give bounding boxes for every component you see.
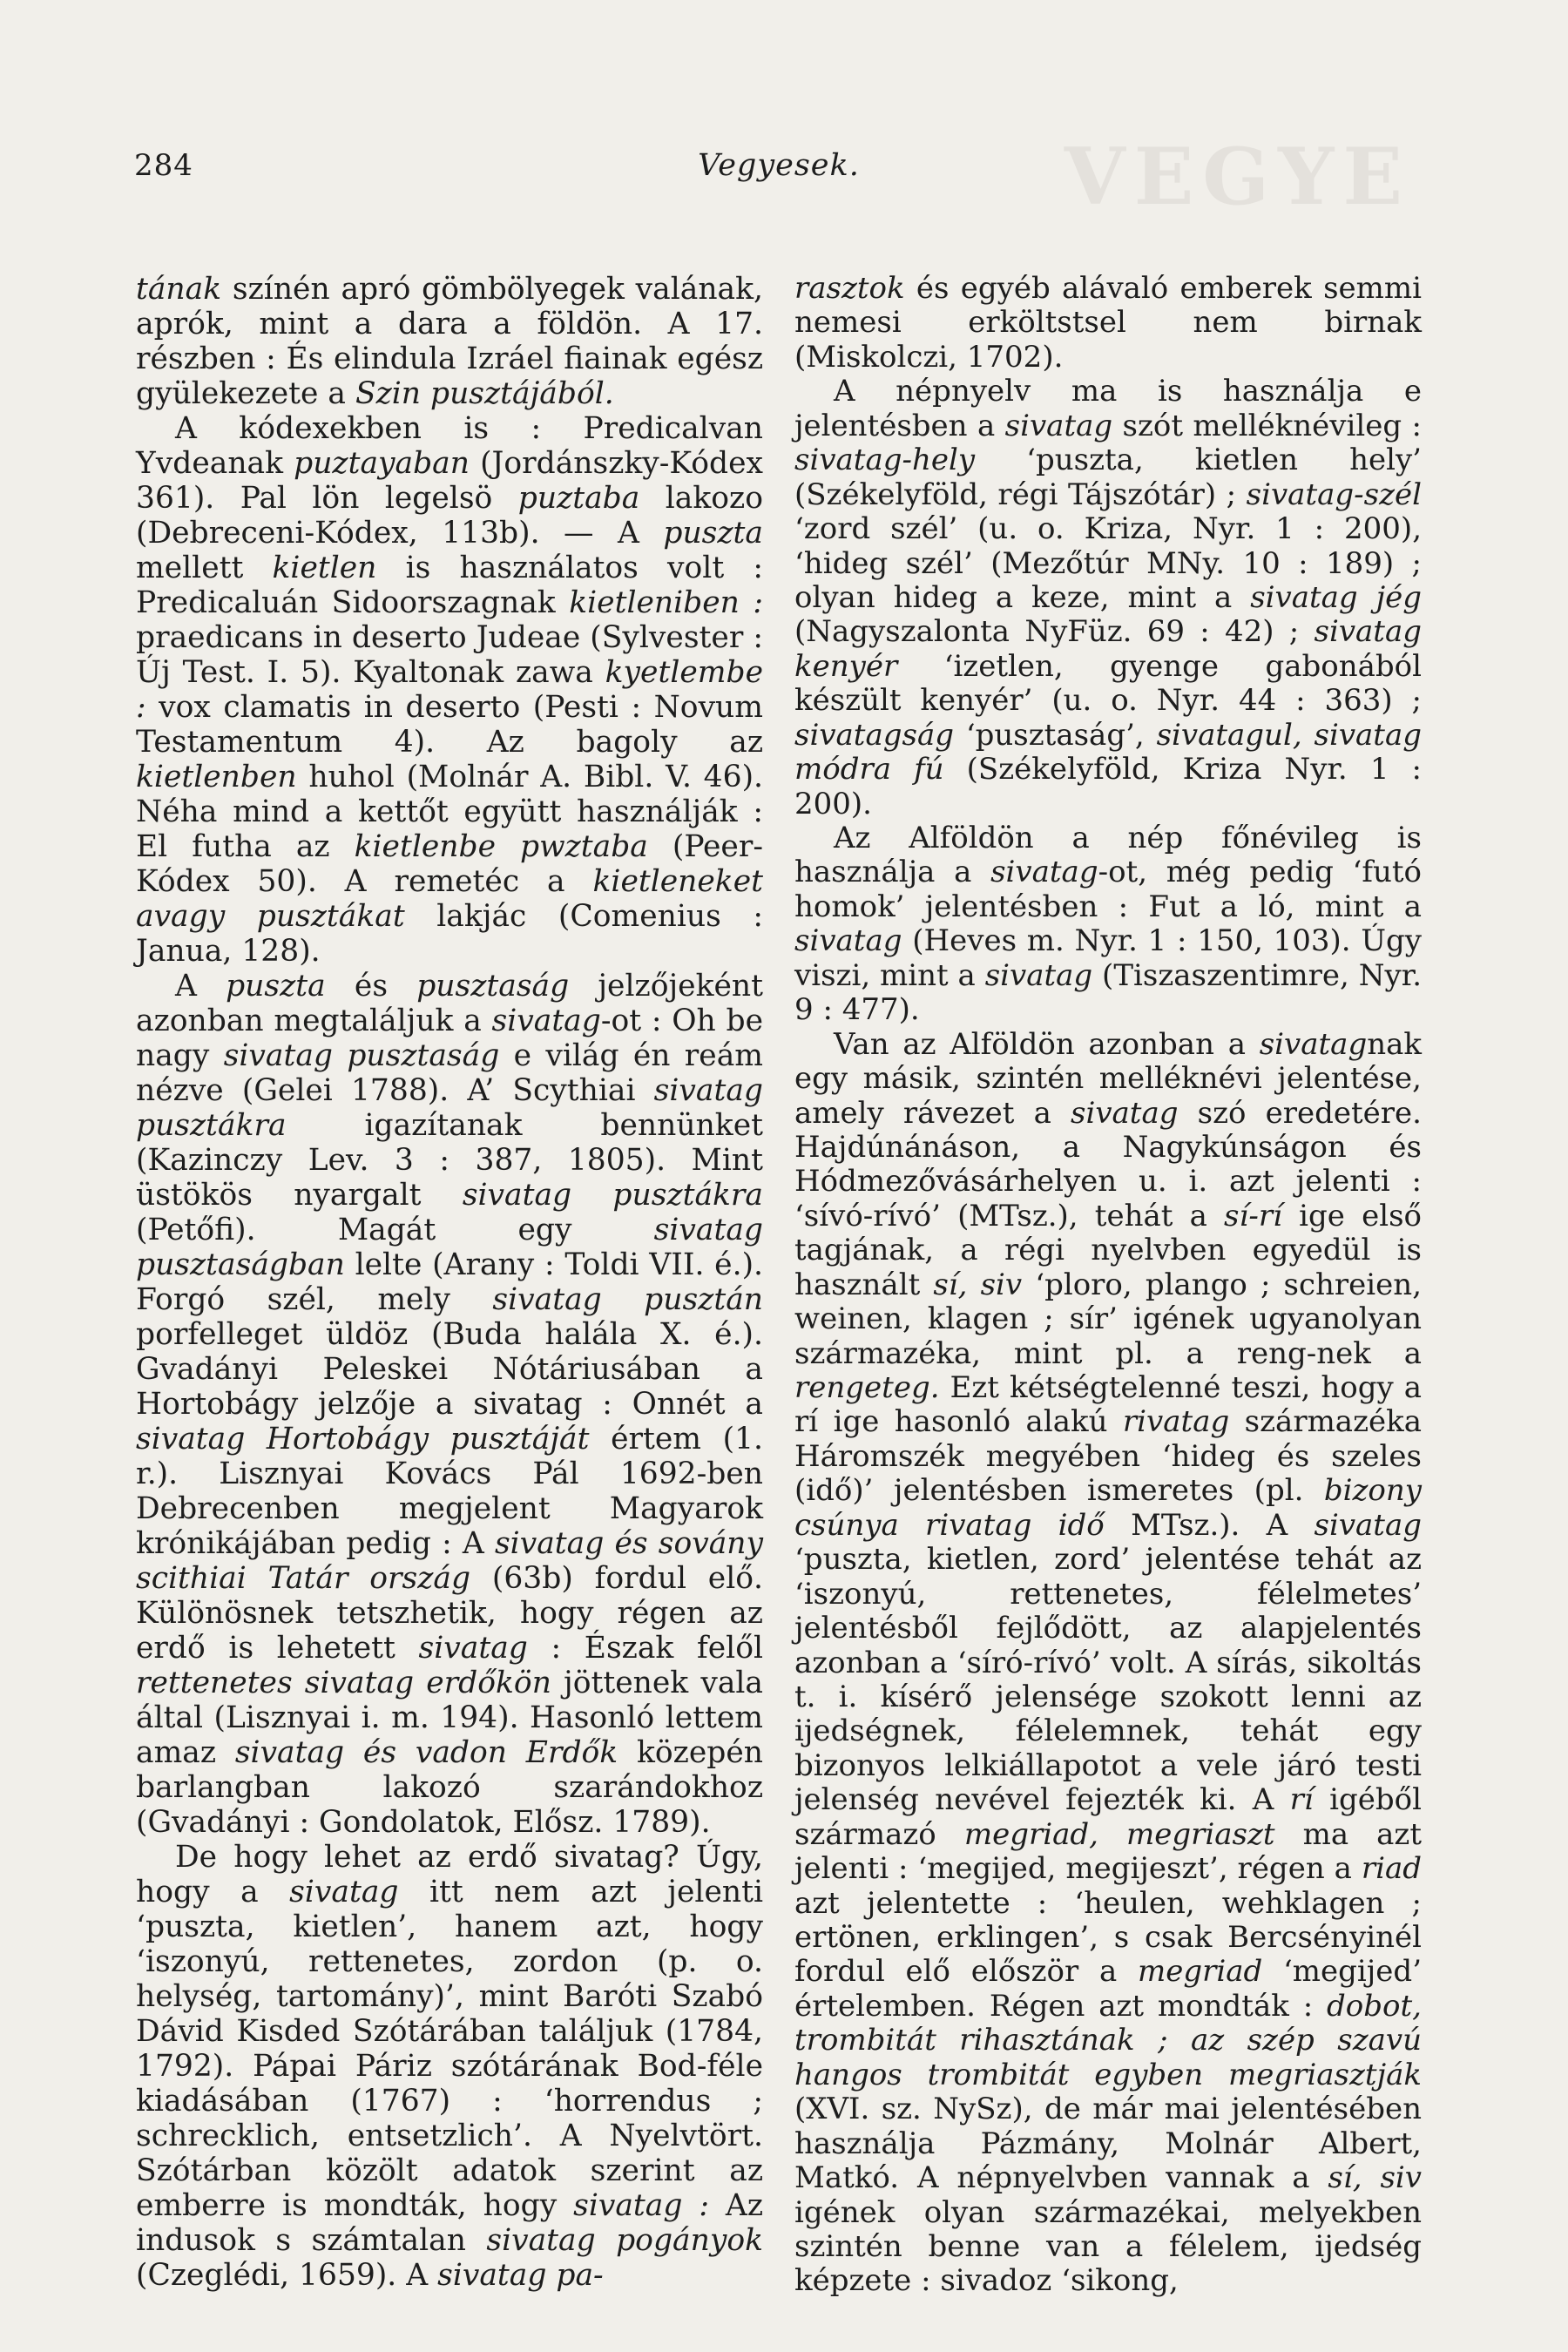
right-column bbox=[794, 272, 1422, 2299]
paragraph: Van az Alföldön azonban a sivatagnak egy másik, szintén melléknévi jelentése, amely rávezet a sivatag szó eredetére. Hajdúnánáson, a Nagykúnságon és Hódmezővásárhelyen u. i. azt jelenti : ‘sívó-rívó’ (MTsz.), tehát a sí-rí ige első tagjának, a régi nyelvben egyedül is használt sí, siv ‘ploro, plango ; schreien, weinen, klagen ; sír’ igének ugyanolyan származéka, mint pl. a reng-nek a rengeteg. Ezt kétségtelenné teszi, hogy a rí ige hasonló alakú rivatag származéka Háromszék megyében ‘hideg és szeles (idő)’ jelentésben ismeretes (pl. bizony csúnya rivatag idő MTsz.). A sivatag ‘puszta, kietlen, zord’ jelentése tehát az ‘iszonyú, rettenetes, félelmetes’ jelentésből fejlődött, az alapjelentés azonban a ‘síró-rívó’ volt. A sírás, sikoltás t. i. kísérő jelensége szokott lenni az ijedségnek, félelemnek, tehát egy bizonyos lelkiállapotot a vele járó testi jelenség nevével fejezték ki. A rí igéből származó megriad, megriaszt ma azt jelenti : ‘megijed, megijeszt’, régen a riad azt jelentette : ‘heulen, wehklagen ; ertönen, erklingen’, s csak Bercsényinél fordul elő először a megriad ‘megijed’ értelemben. Régen azt mondták : dobot, trombitát rihasztának ; az szép szavú hangos trombitát egyben megriasztják (XVI. sz. NySz), de már mai jelentésében használja Pázmány, Molnár Albert, Matkó. A népnyelvben vannak a sí, siv igének olyan származékai, melyekben szintén benne van a félelem, ijedség képzete : sivadoz ‘sikong, bbox=[794, 1026, 1423, 2299]
page-number: 284 bbox=[134, 148, 193, 183]
paragraph: De hogy lehet az erdő sivatag? Úgy, hogy a sivatag itt nem azt jelenti ‘puszta, kietlen’, hanem azt, hogy ‘iszonyú, rettenetes, zordon (p. o. helység, tartomány)’, mint Baróti Szabó Dávid Kisded Szótárában találjuk (1784, 1792). Pápai Páriz szótárának Bod-féle kiadásában (1767) : ‘horrendus ; schrecklich, entsetzlich’. A Nyelvtört. Szótárban közölt adatok szerint az emberre is mondták, hogy sivatag : Az indusok s számtalan sivatag pogányok (Czeglédi, 1659). A sivatag pa- bbox=[136, 1840, 763, 2293]
running-title: Vegyesek. bbox=[698, 148, 860, 183]
paragraph: A népnyelv ma is használja e jelentésben a sivatag szót melléknévileg : sivatag-hely ‘puszta, kietlen hely’ (Székelyföld, régi Tájszótár) ; sivatag-szél ‘zord szél’ (u. o. Kriza, Nyr. 1 : 200), ‘hideg szél’ (Mezőtúr MNy. 10 : 189) ; olyan hideg a keze, mint a sivatag jég (Nagyszalonta NyFüz. 69 : 42) ; sivatag kenyér ‘izetlen, gyenge gabonából készült kenyér’ (u. o. Nyr. 44 : 363) ; sivatagság ‘pusztaság’, sivatagul, sivatag módra fú (Székelyföld, Kriza Nyr. 1 : 200). bbox=[794, 374, 1422, 821]
paragraph: A kódexekben is : Predicalvan Yvdeanak puztayaban (Jordánszky-Kódex 361). Pal lön legelsö puztaba lakozo (Debreceni-Kódex, 113b). — A puszta mellett kietlen is használatos volt : Predicaluán Sidoorszagnak kietleniben : praedicans in deserto Judeae (Sylvester : Új Test. I. 5). Kyaltonak zawa kyetlembe : vox clamatis in deserto (Pesti : Novum Testamentum 4). Az bagoly az kietlenben huhol (Molnár A. Bibl. V. 46). Néha mind a kettőt együtt használják : El futha az kietlenbe pwztaba (Peer-Kódex 50). A remetéc a kietleneket avagy pusztákat lakjác (Comenius : Janua, 128). bbox=[136, 411, 764, 969]
paragraph: tának színén apró gömbölyegek valának, aprók, mint a dara a földön. A 17. részben : És elindula Izráel fiainak egész gyülekezete a Szin pusztájából. bbox=[136, 272, 763, 411]
paragraph: A puszta és pusztaság jelzőjeként azonban megtaláljuk a sivatag-ot : Oh be nagy sivatag pusztaság e világ én reám nézve (Gelei 1788). A’ Scythiai sivatag pusztákra igazítanak bennünket (Kazinczy Lev. 3 : 387, 1805). Mint üstökös nyargalt sivatag pusztákra (Petőfi). Magát egy sivatag pusztaságban lelte (Arany : Toldi VII. é.). Forgó szél, mely sivatag pusztán porfelleget üldöz (Buda halála X. é.). Gvadányi Peleskei Nótáriusában a Hortobágy jelzője a sivatag : Onnét a sivatag Hortobágy pusztáját értem (1. r.). Lisznyai Kovács Pál 1692-ben Debrecenben megjelent Magyarok krónikájában pedig : A sivatag és sovány scithiai Tatár ország (63b) fordul elő. Különösnek tetszhetik, hogy régen az erdő is lehetett sivatag : Észak felől rettenetes sivatag erdőkön jöttenek vala által (Lisznyai i. m. 194). Hasonló lettem amaz sivatag és vadon Erdők közepén barlangban lakozó szarándokhoz (Gvadányi : Gondolatok, Elősz. 1789). bbox=[136, 969, 764, 1840]
paragraph: rasztok és egyéb alávaló emberek semmi nemesi erköltstsel nem birnak (Miskolczi, 1702). bbox=[794, 271, 1422, 375]
bleed-through-ghost-text: VEGYE bbox=[1064, 131, 1411, 223]
running-header bbox=[134, 148, 1423, 200]
paragraph: Az Alföldön a nép főnévileg is használja a sivatag-ot, még pedig ‘futó homok’ jelentésben : Fut a ló, mint a sivatag (Heves m. Nyr. 1 : 150, 103). Úgy viszi, mint a sivatag (Tiszaszentimre, Nyr. 9 : 477). bbox=[794, 821, 1422, 1028]
left-column bbox=[136, 272, 763, 2293]
